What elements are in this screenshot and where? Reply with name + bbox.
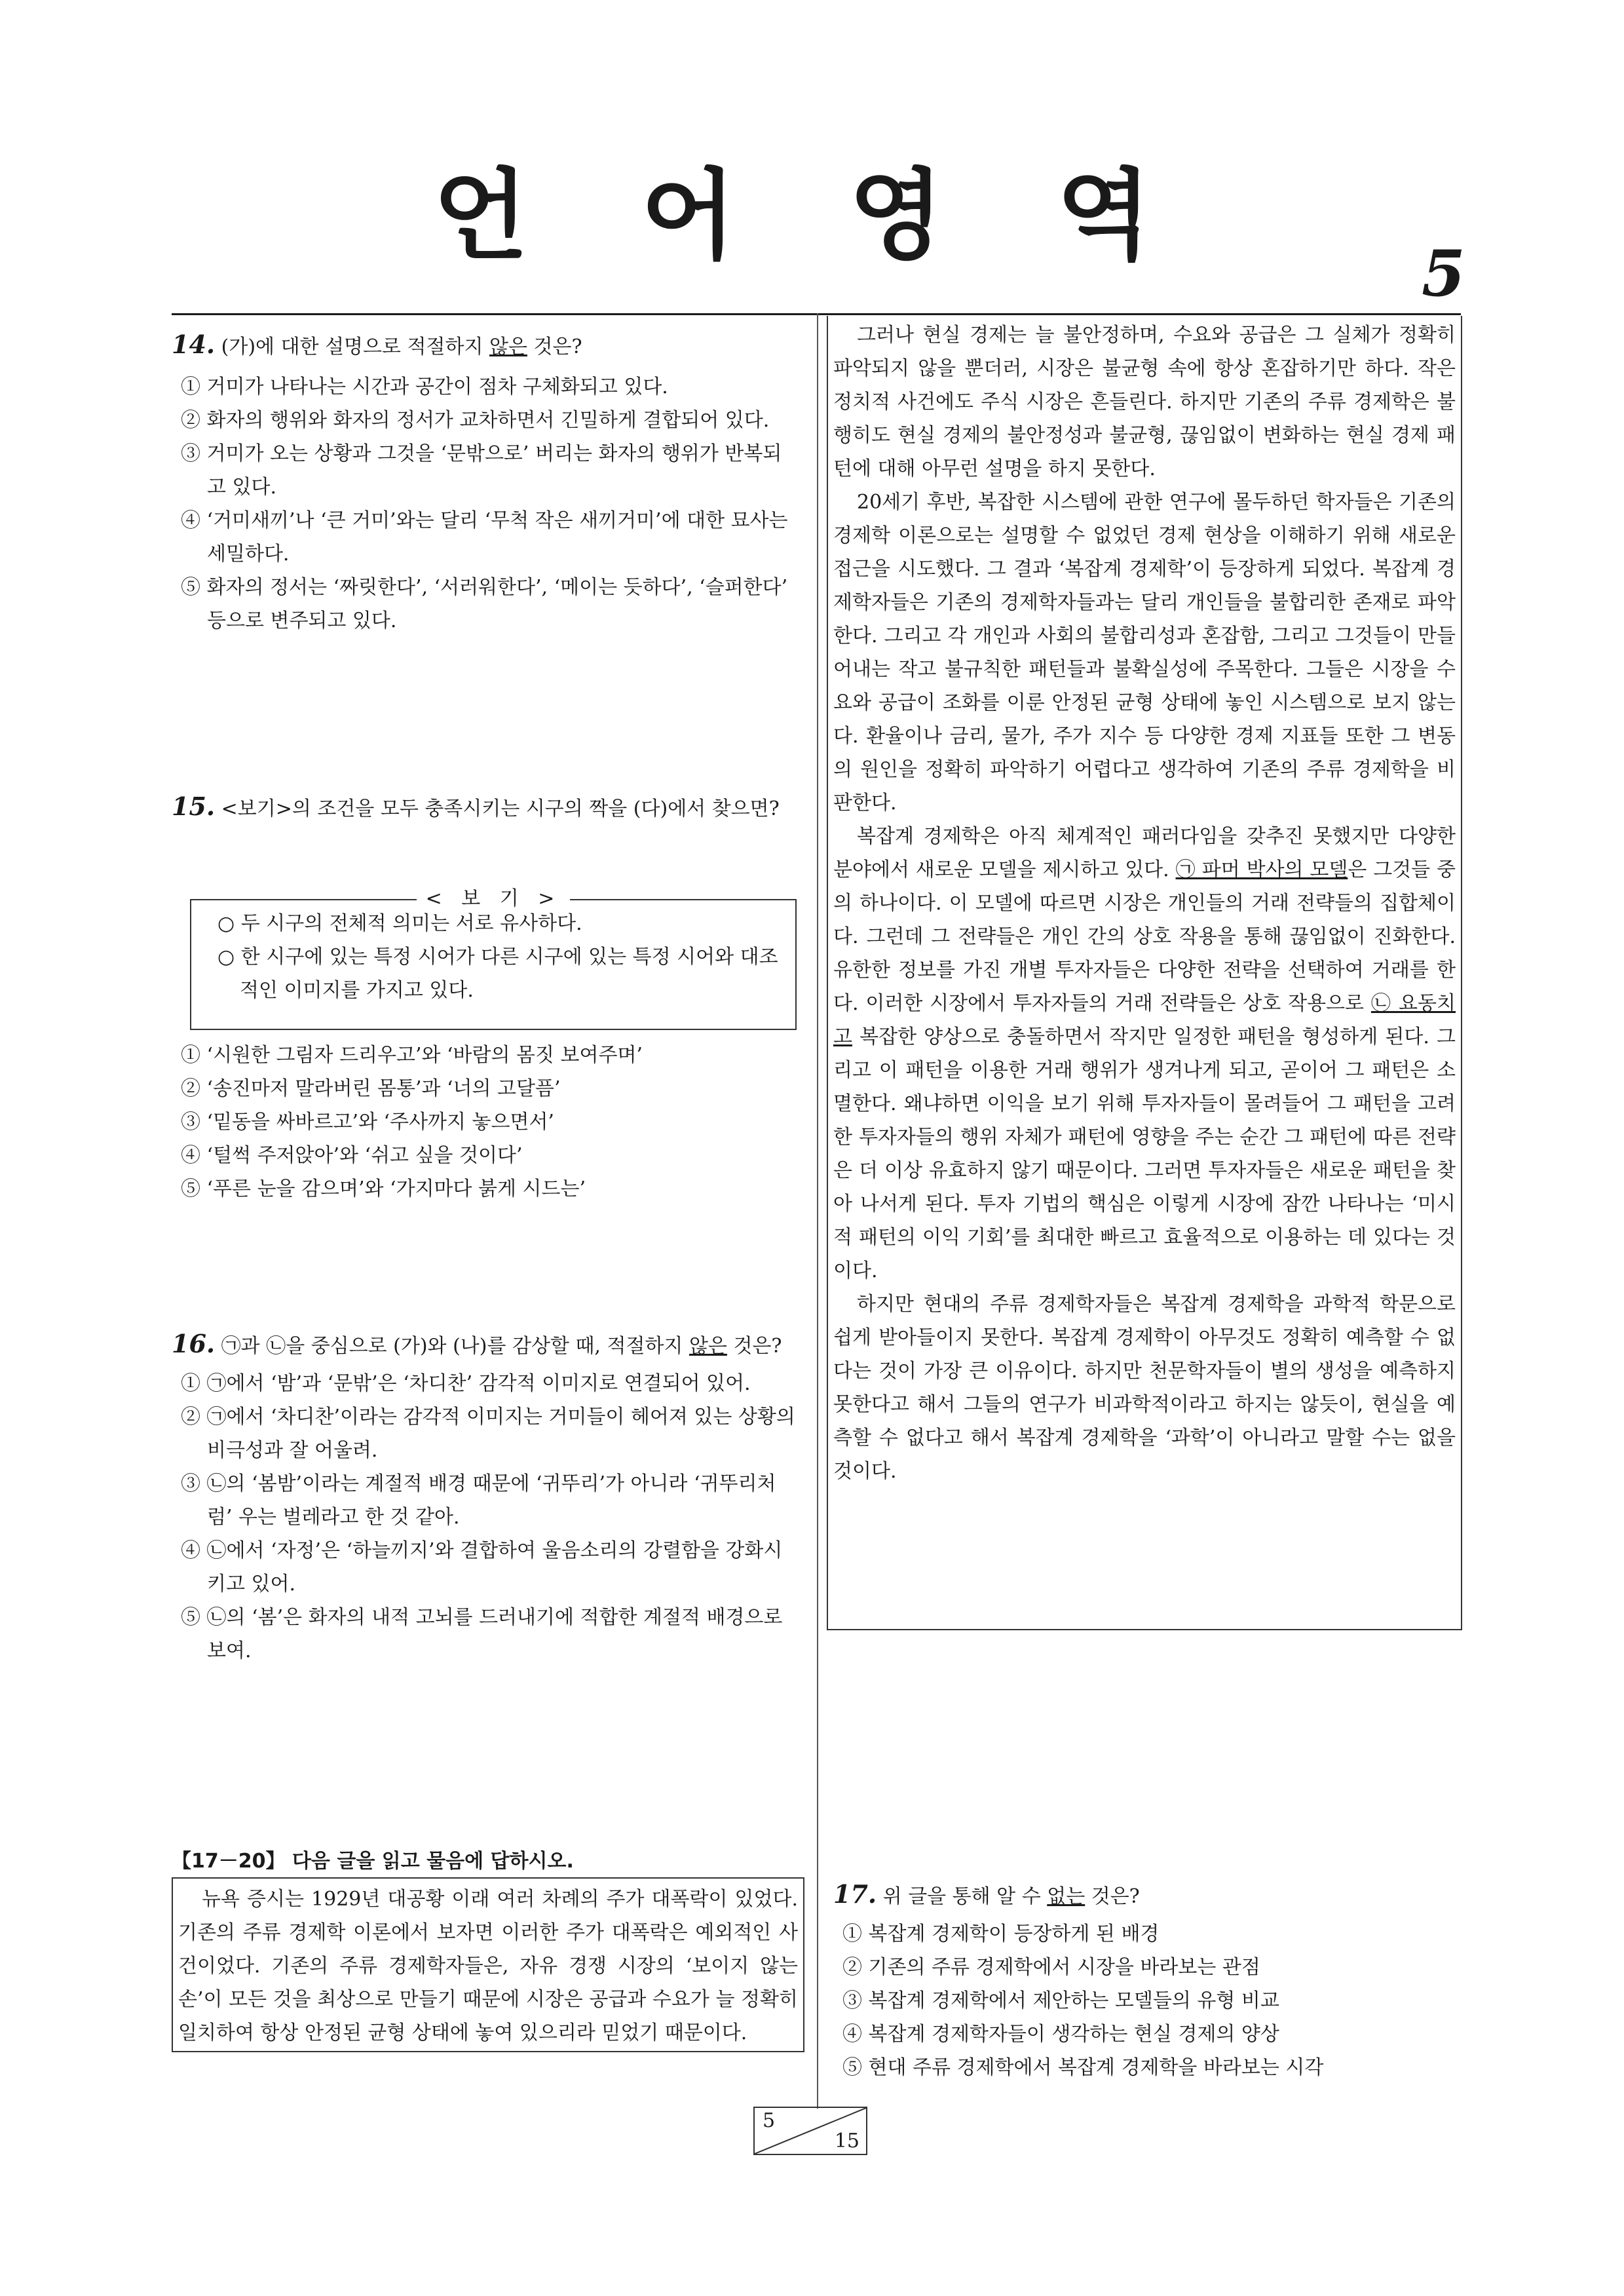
marker-b: ㉡ 요동치고 (833, 992, 1456, 1048)
question-16-stem: 16. ㉠과 ㉡을 중심으로 (가)와 (나)를 감상할 때, 적절하지 않은 것은? (172, 1329, 782, 1358)
passage-box-continued (827, 316, 1462, 1630)
passage-paragraph: 하지만 현대의 주류 경제학자들은 복잡계 경제학을 과학적 학문으로 쉽게 받아들이지 못한다. 복잡계 경제학이 아무것도 정확히 예측할 수 없다는 것이 가장 큰 이유이다. 하지만 천문학자들이 별의 생성을 예측하지 못한다고 해서 그들의 연구가 비과학적이라고 하지는 않듯이, 현실을 예측할 수 없다고 해서 복잡계 경제학을 ‘과학’이 아니라고 말할 수는 없을 것이다. (833, 1293, 1456, 1483)
page-counter (753, 2107, 867, 2155)
question-16-option[interactable]: ① ㉠에서 ‘밤’과 ‘문밖’은 ‘차디찬’ 감각적 이미지로 연결되어 있어. (181, 1372, 751, 1395)
question-15-options (172, 1039, 801, 1206)
section-heading: 【17－20】 다음 글을 읽고 물음에 답하시오. (172, 1850, 574, 1873)
question-15-option[interactable]: ③ ‘밑동을 싸바르고’와 ‘주사까지 놓으면서’ (181, 1111, 554, 1134)
question-14-option[interactable]: ④ ‘거미새끼’나 ‘큰 거미’와는 달리 ‘무척 작은 새끼거미’에 대한 묘사는 세밀하다. (181, 509, 788, 565)
question-14-option[interactable]: ② 화자의 행위와 화자의 정서가 교차하면서 긴밀하게 결합되어 있다. (181, 409, 770, 432)
question-16-option[interactable]: ⑤ ㉡의 ‘봄’은 화자의 내적 고뇌를 드러내기에 적합한 계절적 배경으로 보여. (181, 1606, 783, 1662)
page-number: 5 (1422, 237, 1465, 311)
question-17 (833, 1877, 1456, 2084)
question-14-stem: 14. (가)에 대한 설명으로 적절하지 않은 것은? (172, 330, 582, 359)
question-17-option[interactable]: ① 복잡계 경제학이 등장하게 된 배경 (842, 1923, 1160, 1945)
column-divider (817, 313, 818, 2109)
question-17-stem: 17. 위 글을 통해 알 수 없는 것은? (833, 1879, 1140, 1909)
total-pages: 15 (834, 2130, 859, 2152)
question-15-stem: 15. <보기>의 조건을 모두 충족시키는 시구의 짝을 (다)에서 찾으면? (172, 792, 780, 821)
current-page: 5 (763, 2109, 776, 2132)
bogi-item: ○ 두 시구의 전체적 의미는 서로 유사하다. (217, 912, 582, 935)
question-14-option[interactable]: ③ 거미가 오는 상황과 그것을 ‘문밖으로’ 버리는 화자의 행위가 반복되고 있다. (181, 442, 782, 499)
question-16-option[interactable]: ④ ㉡에서 ‘자정’은 ‘하늘끼지’와 결합하여 울음소리의 강렬함을 강화시키고 있어. (181, 1539, 783, 1596)
passage-paragraph: 뉴욕 증시는 1929년 대공황 이래 여러 차례의 주가 대폭락이 있었다. 기존의 주류 경제학 이론에서 보자면 이러한 주가 대폭락은 예외적인 사건이었다. 기존의 주류 경제학자들은, 자유 경쟁 시장의 ‘보이지 않는 손’이 모든 것을 최상으로 만들기 때문에 시장은 공급과 수요가 늘 정확히 일치하여 항상 안정된 균형 상태에 놓여 있으리라 믿었기 때문이다. (178, 1888, 798, 2044)
bogi-item: ○ 한 시구에 있는 특정 시어가 다른 시구에 있는 특정 시어와 대조적인 이미지를 가지고 있다. (217, 946, 778, 1002)
question-16-option[interactable]: ② ㉠에서 ‘차디찬’이라는 감각적 이미지는 거미들이 헤어져 있는 상황의 비극성과 잘 어울려. (181, 1406, 795, 1462)
question-15-option[interactable]: ④ ‘털썩 주저앉아’와 ‘쉬고 싶을 것이다’ (181, 1144, 523, 1167)
bogi-title: < 보 기 > (191, 882, 795, 915)
marker-a: ㉠ 파머 박사의 모델 (1175, 858, 1348, 881)
passage-paragraph: 그러나 현실 경제는 늘 불안정하며, 수요와 공급은 그 실체가 정확히 파악되지 않을 뿐더러, 시장은 불균형 속에 항상 혼잡하기만 하다. 작은 정치적 사건에도 주식 시장은 흔들린다. 하지만 기존의 주류 경제학은 불행히도 현실 경제의 불안정성과 불균형, 끊임없이 변화하는 현실 경제 패턴에 대해 아무런 설명을 하지 못한다. (833, 324, 1456, 480)
bogi-box (190, 887, 797, 1030)
question-17-option[interactable]: ⑤ 현대 주류 경제학에서 복잡계 경제학을 바라보는 시각 (842, 2056, 1324, 2079)
question-16-option[interactable]: ③ ㉡의 ‘봄밤’이라는 계절적 배경 때문에 ‘귀뚜리’가 아니라 ‘귀뚜리처럼’ 우는 벌레라고 한 것 같아. (181, 1472, 776, 1529)
question-15 (172, 790, 801, 826)
question-17-option[interactable]: ④ 복잡계 경제학자들이 생각하는 현실 경제의 양상 (842, 2023, 1279, 2046)
question-16 (172, 1327, 801, 1668)
question-15-option[interactable]: ⑤ ‘푸른 눈을 감으며’와 ‘가지마다 붉게 시드는’ (181, 1177, 586, 1200)
question-14-option[interactable]: ① 거미가 나타나는 시간과 공간이 점차 구체화되고 있다. (181, 375, 668, 398)
passage-paragraph: 복잡계 경제학은 아직 체계적인 패러다임을 갖추진 못했지만 다양한 분야에서 새로운 모델을 제시하고 있다. ㉠ 파머 박사의 모델은 그것들 중의 하나이다. 이 모델에 따르면 시장은 개인들의 거래 전략들의 집합체이다. 그런데 그 전략들은 개인 간의 상호 작용을 통해 끊임없이 진화한다. 유한한 정보를 가진 개별 투자자들은 다양한 전략을 선택하여 거래를 한다. 이러한 시장에서 투자자들의 거래 전략들은 상호 작용으로 ㉡ 요동치고 복잡한 양상으로 충돌하면서 작지만 일정한 패턴을 형성하게 된다. 그리고 이 패턴을 이용한 거래 행위가 생겨나게 되고, 곧이어 그 패턴은 소멸한다. 왜냐하면 이익을 보기 위해 투자자들이 몰려들어 그 패턴을 고려한 투자자들의 행위 자체가 패턴에 영향을 주는 순간 그 패턴에 따른 전략은 더 이상 유효하지 않기 때문이다. 그러면 투자자들은 새로운 패턴을 찾아 나서게 된다. 투자 기법의 핵심은 이렇게 시장에 잠깐 나타나는 ‘미시적 패턴의 이익 기회’를 최대한 빠르고 효율적으로 이용하는 데 있다는 것이다. (833, 825, 1456, 1282)
question-15-option[interactable]: ① ‘시원한 그림자 드리우고’와 ‘바람의 몸짓 보여주며’ (181, 1044, 643, 1067)
question-15-option[interactable]: ② ‘송진마저 말라버린 몸통’과 ‘너의 고달픔’ (181, 1077, 561, 1100)
passage-paragraph: 20세기 후반, 복잡한 시스템에 관한 연구에 몰두하던 학자들은 기존의 경제학 이론으로는 설명할 수 없었던 경제 현상을 이해하기 위해 새로운 접근을 시도했다. 그 결과 ‘복잡계 경제학’이 등장하게 되었다. 복잡계 경제학자들은 기존의 경제학자들과는 달리 개인들을 불합리한 존재로 파악한다. 그리고 각 개인과 사회의 불합리성과 혼잡함, 그리고 그것들이 만들어내는 작고 불규칙한 패턴들과 불확실성에 주목한다. 그들은 시장을 수요와 공급이 조화를 이룬 안정된 균형 상태에 놓인 시스템으로 보지 않는다. 환율이나 금리, 물가, 주가 지수 등 다양한 경제 지표들 또한 그 변동의 원인을 정확히 파악하기 어렵다고 생각하여 기존의 주류 경제학을 비판한다. (833, 491, 1456, 814)
question-17-option[interactable]: ② 기존의 주류 경제학에서 시장을 바라보는 관점 (842, 1956, 1260, 1979)
page-title: 언 어 영 역 (433, 159, 1191, 273)
question-14 (172, 328, 801, 638)
header-rule (172, 313, 1461, 315)
passage-box-start (172, 1877, 804, 2052)
question-14-option[interactable]: ⑤ 화자의 정서는 ‘짜릿한다’, ‘서러워한다’, ‘메이는 듯하다’, ‘슬퍼한다’ 등으로 변주되고 있다. (181, 576, 788, 632)
question-17-option[interactable]: ③ 복잡계 경제학에서 제안하는 모델들의 유형 비교 (842, 1989, 1279, 2012)
